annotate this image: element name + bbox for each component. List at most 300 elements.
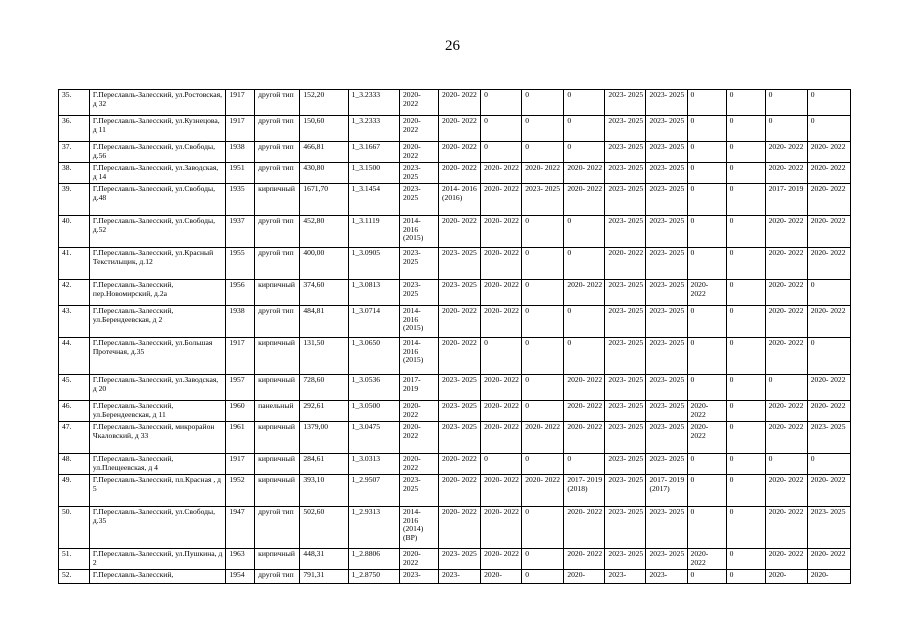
- repair-period-cell: 2020- 2022: [481, 507, 522, 549]
- address-cell: Г.Переславль-Залесский, ул.Большая Протечная, д.35: [89, 338, 226, 375]
- table-row: [59, 338, 851, 375]
- repair-period-cell: 2020- 2022: [481, 422, 522, 454]
- repair-period-cell: 2020- 2022: [399, 454, 438, 475]
- repair-period-cell: 2020-: [765, 570, 807, 584]
- repair-period-cell: 2023- 2025: [605, 184, 646, 216]
- repair-period-cell: 2023- 2025: [399, 248, 438, 280]
- repair-period-cell: 2020- 2022: [765, 306, 807, 338]
- area-cell: 292,61: [300, 401, 348, 422]
- row-number-cell: 38.: [59, 163, 90, 184]
- repair-period-cell: 2020- 2022: [564, 280, 605, 306]
- repair-period-cell: 2020- 2022: [481, 184, 522, 216]
- repair-period-cell: 2020- 2022: [564, 163, 605, 184]
- repair-period-cell: 2020- 2022: [439, 454, 481, 475]
- year-built-cell: 1935: [226, 184, 255, 216]
- repair-period-cell: 0: [807, 116, 850, 142]
- row-number-cell: 44.: [59, 338, 90, 375]
- repair-period-cell: 0: [765, 90, 807, 116]
- year-built-cell: 1960: [226, 401, 255, 422]
- wall-material-cell: другой тип: [255, 248, 300, 280]
- repair-period-cell: 0: [522, 375, 564, 401]
- repair-period-cell: 0: [726, 142, 765, 163]
- repair-period-cell: 2023- 2025: [605, 422, 646, 454]
- address-cell: Г.Переславль-Залесский, ул.Ростовская, д 32: [89, 90, 226, 116]
- repair-period-cell: 0: [726, 507, 765, 549]
- row-number-cell: 39.: [59, 184, 90, 216]
- priority-code-cell: 1_3.2333: [348, 90, 399, 116]
- row-number-cell: 49.: [59, 475, 90, 507]
- repair-period-cell: 2023- 2025: [605, 549, 646, 570]
- area-cell: 502,60: [300, 507, 348, 549]
- repair-period-cell: 2023- 2025: [807, 422, 850, 454]
- repair-period-cell: 0: [687, 90, 726, 116]
- repair-period-cell: 2020- 2022: [481, 163, 522, 184]
- repair-period-cell: 2020- 2022: [807, 549, 850, 570]
- repair-period-cell: 2023- 2025: [646, 216, 687, 248]
- repair-period-cell: 0: [726, 549, 765, 570]
- repair-period-cell: 2020-: [564, 570, 605, 584]
- address-cell: Г.Переславль-Залесский, ул.Красный Текстильщик, д.12: [89, 248, 226, 280]
- priority-code-cell: 1_3.1500: [348, 163, 399, 184]
- repair-period-cell: 2020- 2022: [605, 248, 646, 280]
- address-cell: Г.Переславль-Залесский, ул.Свободы, д.52: [89, 216, 226, 248]
- repair-period-cell: 2020- 2022: [481, 306, 522, 338]
- repair-period-cell: 2023- 2025: [439, 422, 481, 454]
- repair-period-cell: 0: [807, 338, 850, 375]
- repair-period-cell: 2020- 2022: [439, 142, 481, 163]
- repair-period-cell: 0: [481, 116, 522, 142]
- repair-period-cell: 2023- 2025: [605, 142, 646, 163]
- repair-period-cell: 2023- 2025: [807, 507, 850, 549]
- repair-period-cell: 2020- 2022: [807, 401, 850, 422]
- repair-period-cell: 0: [522, 338, 564, 375]
- repair-period-cell: 2020- 2022: [481, 216, 522, 248]
- repair-period-cell: 2020- 2022: [765, 401, 807, 422]
- repair-period-cell: 0: [481, 338, 522, 375]
- repair-period-cell: 0: [726, 454, 765, 475]
- repair-period-cell: 2020- 2022: [687, 422, 726, 454]
- priority-code-cell: 1_3.0714: [348, 306, 399, 338]
- repair-period-cell: 0: [564, 116, 605, 142]
- table-row: [59, 248, 851, 280]
- repair-period-cell: 0: [564, 338, 605, 375]
- repair-period-cell: 2014- 2016 (2016): [439, 184, 481, 216]
- repair-period-cell: 2020- 2022: [765, 475, 807, 507]
- repair-period-cell: 0: [726, 475, 765, 507]
- repair-period-cell: 2020- 2022: [481, 401, 522, 422]
- repair-period-cell: 2020- 2022: [564, 375, 605, 401]
- address-cell: Г.Переславль-Залесский, ул.Пушкина, д 2: [89, 549, 226, 570]
- repair-period-cell: 2020- 2022: [439, 216, 481, 248]
- priority-code-cell: 1_2.9507: [348, 475, 399, 507]
- repair-period-cell: 0: [807, 454, 850, 475]
- wall-material-cell: кирпичный: [255, 475, 300, 507]
- repair-period-cell: 2020-: [807, 570, 850, 584]
- year-built-cell: 1938: [226, 142, 255, 163]
- repair-period-cell: 0: [522, 507, 564, 549]
- repair-period-cell: 0: [726, 422, 765, 454]
- repair-period-cell: 0: [726, 375, 765, 401]
- wall-material-cell: панельный: [255, 401, 300, 422]
- repair-period-cell: 2023- 2025: [399, 184, 438, 216]
- year-built-cell: 1938: [226, 306, 255, 338]
- repair-period-cell: 2023- 2025: [522, 184, 564, 216]
- repair-period-cell: 2023- 2025: [646, 422, 687, 454]
- repair-period-cell: 2023- 2025: [646, 248, 687, 280]
- repair-period-cell: 2020- 2022: [522, 422, 564, 454]
- year-built-cell: 1955: [226, 248, 255, 280]
- area-cell: 131,50: [300, 338, 348, 375]
- repair-period-cell: 2023- 2025: [646, 90, 687, 116]
- repair-period-cell: 2020- 2022: [807, 306, 850, 338]
- year-built-cell: 1917: [226, 338, 255, 375]
- priority-code-cell: 1_3.0313: [348, 454, 399, 475]
- repair-period-cell: 0: [522, 570, 564, 584]
- repair-period-cell: 2023- 2025: [646, 454, 687, 475]
- year-built-cell: 1956: [226, 280, 255, 306]
- area-cell: 452,80: [300, 216, 348, 248]
- repair-period-cell: 0: [687, 306, 726, 338]
- repair-period-cell: 0: [687, 454, 726, 475]
- repair-period-cell: 2020- 2022: [522, 475, 564, 507]
- repair-period-cell: 0: [687, 163, 726, 184]
- row-number-cell: 37.: [59, 142, 90, 163]
- row-number-cell: 46.: [59, 401, 90, 422]
- repair-period-cell: 0: [807, 90, 850, 116]
- repair-period-cell: 2020- 2022: [687, 549, 726, 570]
- wall-material-cell: другой тип: [255, 90, 300, 116]
- table-row: [59, 401, 851, 422]
- wall-material-cell: кирпичный: [255, 184, 300, 216]
- repair-period-cell: 2020- 2022: [439, 475, 481, 507]
- repair-period-cell: 2020- 2022: [481, 549, 522, 570]
- repair-period-cell: 2017- 2019 (2017): [646, 475, 687, 507]
- repair-period-cell: 2020- 2022: [765, 163, 807, 184]
- repair-period-cell: 2023- 2025: [605, 338, 646, 375]
- repair-period-cell: 2020- 2022: [399, 422, 438, 454]
- area-cell: 374,60: [300, 280, 348, 306]
- repair-period-cell: 2014- 2016 (2015): [399, 338, 438, 375]
- repair-period-cell: 0: [726, 163, 765, 184]
- priority-code-cell: 1_3.2333: [348, 116, 399, 142]
- repair-period-cell: 2020- 2022: [765, 549, 807, 570]
- priority-code-cell: 1_3.0905: [348, 248, 399, 280]
- year-built-cell: 1951: [226, 163, 255, 184]
- priority-code-cell: 1_2.8750: [348, 570, 399, 584]
- priority-code-cell: 1_3.0650: [348, 338, 399, 375]
- repair-period-cell: 2020- 2022: [765, 338, 807, 375]
- repair-period-cell: 0: [522, 401, 564, 422]
- repair-period-cell: 2023- 2025: [605, 454, 646, 475]
- table-row: [59, 507, 851, 549]
- repair-period-cell: 2023- 2025: [646, 375, 687, 401]
- repair-period-cell: 2023- 2025: [605, 375, 646, 401]
- repair-period-cell: 2023- 2025: [605, 401, 646, 422]
- repair-period-cell: 2020- 2022: [564, 507, 605, 549]
- repair-period-cell: 2023-: [605, 570, 646, 584]
- wall-material-cell: другой тип: [255, 142, 300, 163]
- area-cell: 448,31: [300, 549, 348, 570]
- repair-period-cell: 2020- 2022: [807, 248, 850, 280]
- repair-period-cell: 0: [726, 184, 765, 216]
- area-cell: 728,60: [300, 375, 348, 401]
- repair-period-cell: 2020- 2022: [564, 401, 605, 422]
- repair-period-cell: 0: [522, 142, 564, 163]
- priority-code-cell: 1_3.1667: [348, 142, 399, 163]
- row-number-cell: 36.: [59, 116, 90, 142]
- repair-period-cell: 2023- 2025: [439, 549, 481, 570]
- repair-period-cell: 2023- 2025: [605, 216, 646, 248]
- priority-code-cell: 1_3.1119: [348, 216, 399, 248]
- area-cell: 152,20: [300, 90, 348, 116]
- table-row: [59, 184, 851, 216]
- wall-material-cell: другой тип: [255, 306, 300, 338]
- repair-period-cell: 0: [687, 570, 726, 584]
- repair-period-cell: 2020- 2022: [765, 142, 807, 163]
- repair-period-cell: 0: [522, 280, 564, 306]
- repair-period-cell: 2017- 2019: [765, 184, 807, 216]
- repair-period-cell: 2020- 2022: [687, 280, 726, 306]
- address-cell: Г.Переславль-Залесский, ул.Берендеевская, д 2: [89, 306, 226, 338]
- repair-period-cell: 0: [564, 454, 605, 475]
- wall-material-cell: кирпичный: [255, 280, 300, 306]
- wall-material-cell: другой тип: [255, 163, 300, 184]
- repair-period-cell: 2023- 2025: [439, 280, 481, 306]
- area-cell: 430,80: [300, 163, 348, 184]
- repair-period-cell: 2020- 2022: [687, 401, 726, 422]
- row-number-cell: 42.: [59, 280, 90, 306]
- repair-period-cell: 2014- 2016 (2015): [399, 306, 438, 338]
- year-built-cell: 1917: [226, 454, 255, 475]
- repair-period-cell: 2020- 2022: [481, 475, 522, 507]
- repair-period-cell: 0: [726, 216, 765, 248]
- repair-period-cell: 2023- 2025: [605, 475, 646, 507]
- repair-period-cell: 2023- 2025: [605, 507, 646, 549]
- repair-period-cell: 2020- 2022: [439, 338, 481, 375]
- repair-period-cell: 2020- 2022: [439, 507, 481, 549]
- repair-period-cell: 0: [726, 570, 765, 584]
- year-built-cell: 1947: [226, 507, 255, 549]
- area-cell: 400,00: [300, 248, 348, 280]
- row-number-cell: 45.: [59, 375, 90, 401]
- table-row: [59, 90, 851, 116]
- year-built-cell: 1954: [226, 570, 255, 584]
- repair-period-cell: 2023- 2025: [605, 280, 646, 306]
- address-cell: Г.Переславль-Залесский, ул.Кузнецова, д 11: [89, 116, 226, 142]
- repair-period-cell: 0: [522, 116, 564, 142]
- repair-period-cell: 0: [481, 142, 522, 163]
- repair-period-cell: 0: [726, 116, 765, 142]
- row-number-cell: 47.: [59, 422, 90, 454]
- repair-period-cell: 2020- 2022: [399, 90, 438, 116]
- repair-period-cell: 2023- 2025: [646, 142, 687, 163]
- repair-period-cell: 0: [726, 401, 765, 422]
- wall-material-cell: кирпичный: [255, 549, 300, 570]
- repair-period-cell: 2023-: [439, 570, 481, 584]
- repair-period-cell: 2023- 2025: [605, 163, 646, 184]
- repair-period-cell: 0: [726, 280, 765, 306]
- repair-period-cell: 2020- 2022: [765, 422, 807, 454]
- address-cell: Г.Переславль-Залесский, микрорайон Чкаловский, д 33: [89, 422, 226, 454]
- repair-period-cell: 0: [481, 90, 522, 116]
- repair-period-cell: 0: [522, 306, 564, 338]
- repair-period-cell: 0: [687, 216, 726, 248]
- repair-period-cell: 2020- 2022: [807, 163, 850, 184]
- repair-period-cell: 2020- 2022: [439, 163, 481, 184]
- repair-period-cell: 0: [564, 142, 605, 163]
- repair-period-cell: 2020- 2022: [807, 216, 850, 248]
- table-row: [59, 142, 851, 163]
- repair-period-cell: 0: [687, 116, 726, 142]
- repair-period-cell: 0: [522, 216, 564, 248]
- repair-period-cell: 2020- 2022: [765, 248, 807, 280]
- repair-period-cell: 2023- 2025: [646, 163, 687, 184]
- repair-period-cell: 2014- 2016 (2015): [399, 216, 438, 248]
- repair-period-cell: 0: [765, 116, 807, 142]
- repair-period-cell: 2023-: [399, 570, 438, 584]
- repair-period-cell: 0: [522, 454, 564, 475]
- wall-material-cell: кирпичный: [255, 375, 300, 401]
- priority-code-cell: 1_3.0813: [348, 280, 399, 306]
- repair-period-cell: 2020- 2022: [522, 163, 564, 184]
- row-number-cell: 50.: [59, 507, 90, 549]
- repair-period-cell: 2020- 2022: [481, 280, 522, 306]
- repair-period-cell: 2023- 2025: [605, 306, 646, 338]
- year-built-cell: 1963: [226, 549, 255, 570]
- year-built-cell: 1957: [226, 375, 255, 401]
- address-cell: Г.Переславль-Залесский, ул.Плещеевская, д 4: [89, 454, 226, 475]
- repair-period-cell: 2020- 2022: [439, 116, 481, 142]
- repair-period-cell: 2020- 2022: [439, 90, 481, 116]
- row-number-cell: 35.: [59, 90, 90, 116]
- table-row: [59, 454, 851, 475]
- repair-period-cell: 0: [564, 90, 605, 116]
- repair-period-cell: 0: [481, 454, 522, 475]
- repair-period-cell: 2020- 2022: [399, 401, 438, 422]
- address-cell: Г.Переславль-Залесский,: [89, 570, 226, 584]
- area-cell: 791,31: [300, 570, 348, 584]
- repair-period-cell: 0: [564, 306, 605, 338]
- housing-table: [58, 89, 851, 584]
- repair-period-cell: 0: [687, 184, 726, 216]
- address-cell: Г.Переславль-Залесский, ул.Свободы, д.35: [89, 507, 226, 549]
- repair-period-cell: 2020- 2022: [564, 549, 605, 570]
- repair-period-cell: 0: [687, 375, 726, 401]
- year-built-cell: 1952: [226, 475, 255, 507]
- table-row: [59, 570, 851, 584]
- year-built-cell: 1961: [226, 422, 255, 454]
- area-cell: 466,81: [300, 142, 348, 163]
- repair-period-cell: 0: [564, 216, 605, 248]
- priority-code-cell: 1_3.0500: [348, 401, 399, 422]
- repair-period-cell: 2020- 2022: [399, 142, 438, 163]
- address-cell: Г.Переславль-Залесский, ул.Свободы, д.48: [89, 184, 226, 216]
- repair-period-cell: 2020- 2022: [807, 184, 850, 216]
- wall-material-cell: другой тип: [255, 116, 300, 142]
- page-number: 26: [445, 38, 460, 54]
- area-cell: 1379,00: [300, 422, 348, 454]
- repair-period-cell: 0: [687, 507, 726, 549]
- wall-material-cell: кирпичный: [255, 454, 300, 475]
- repair-period-cell: 2020- 2022: [399, 549, 438, 570]
- table-row: [59, 475, 851, 507]
- year-built-cell: 1937: [226, 216, 255, 248]
- row-number-cell: 43.: [59, 306, 90, 338]
- repair-period-cell: 2023- 2025: [399, 163, 438, 184]
- repair-period-cell: 0: [807, 280, 850, 306]
- area-cell: 150,60: [300, 116, 348, 142]
- year-built-cell: 1917: [226, 90, 255, 116]
- table-row: [59, 375, 851, 401]
- repair-period-cell: 2023- 2025: [646, 507, 687, 549]
- repair-period-cell: 2023- 2025: [646, 306, 687, 338]
- address-cell: Г.Переславль-Залесский, ул.Берендеевская, д 11: [89, 401, 226, 422]
- row-number-cell: 52.: [59, 570, 90, 584]
- wall-material-cell: кирпичный: [255, 422, 300, 454]
- priority-code-cell: 1_3.0475: [348, 422, 399, 454]
- repair-period-cell: 2023- 2025: [646, 401, 687, 422]
- repair-period-cell: 2023- 2025: [439, 248, 481, 280]
- repair-period-cell: 2020- 2022: [564, 184, 605, 216]
- repair-period-cell: 2020- 2022: [481, 248, 522, 280]
- repair-period-cell: 2020- 2022: [807, 475, 850, 507]
- table-row: [59, 216, 851, 248]
- repair-period-cell: 2017- 2019 (2018): [564, 475, 605, 507]
- repair-period-cell: 2023- 2025: [646, 549, 687, 570]
- repair-period-cell: 2017- 2019: [399, 375, 438, 401]
- wall-material-cell: другой тип: [255, 507, 300, 549]
- repair-period-cell: 2020- 2022: [807, 142, 850, 163]
- area-cell: 284,61: [300, 454, 348, 475]
- repair-period-cell: 2020- 2022: [564, 422, 605, 454]
- table-row: [59, 306, 851, 338]
- area-cell: 1671,70: [300, 184, 348, 216]
- address-cell: Г.Переславль-Залесский, ул.Заводская, д 20: [89, 375, 226, 401]
- repair-period-cell: 0: [687, 142, 726, 163]
- priority-code-cell: 1_3.0536: [348, 375, 399, 401]
- repair-period-cell: 2023- 2025: [605, 90, 646, 116]
- repair-period-cell: 0: [765, 375, 807, 401]
- priority-code-cell: 1_2.9313: [348, 507, 399, 549]
- repair-period-cell: 0: [726, 306, 765, 338]
- repair-period-cell: 2023- 2025: [646, 116, 687, 142]
- repair-period-cell: 2023- 2025: [399, 475, 438, 507]
- repair-period-cell: 2020-: [481, 570, 522, 584]
- wall-material-cell: другой тип: [255, 216, 300, 248]
- repair-period-cell: 0: [522, 248, 564, 280]
- repair-period-cell: 0: [726, 90, 765, 116]
- address-cell: Г.Переславль-Залесский, ул.Заводская, д 14: [89, 163, 226, 184]
- repair-period-cell: 0: [522, 90, 564, 116]
- area-cell: 393,10: [300, 475, 348, 507]
- repair-period-cell: 0: [564, 248, 605, 280]
- row-number-cell: 40.: [59, 216, 90, 248]
- repair-period-cell: 2020- 2022: [807, 375, 850, 401]
- repair-period-cell: 2020- 2022: [481, 375, 522, 401]
- repair-period-cell: 2020- 2022: [765, 216, 807, 248]
- repair-period-cell: 0: [726, 338, 765, 375]
- table-row: [59, 163, 851, 184]
- repair-period-cell: 0: [765, 454, 807, 475]
- repair-period-cell: 0: [726, 248, 765, 280]
- address-cell: Г.Переславль-Залесский, пл.Красная , д 5: [89, 475, 226, 507]
- repair-period-cell: 2020- 2022: [439, 306, 481, 338]
- priority-code-cell: 1_3.1454: [348, 184, 399, 216]
- repair-period-cell: 0: [687, 248, 726, 280]
- address-cell: Г.Переславль-Залесский, ул.Свободы, д.56: [89, 142, 226, 163]
- table-row: [59, 116, 851, 142]
- repair-period-cell: 2020- 2022: [765, 280, 807, 306]
